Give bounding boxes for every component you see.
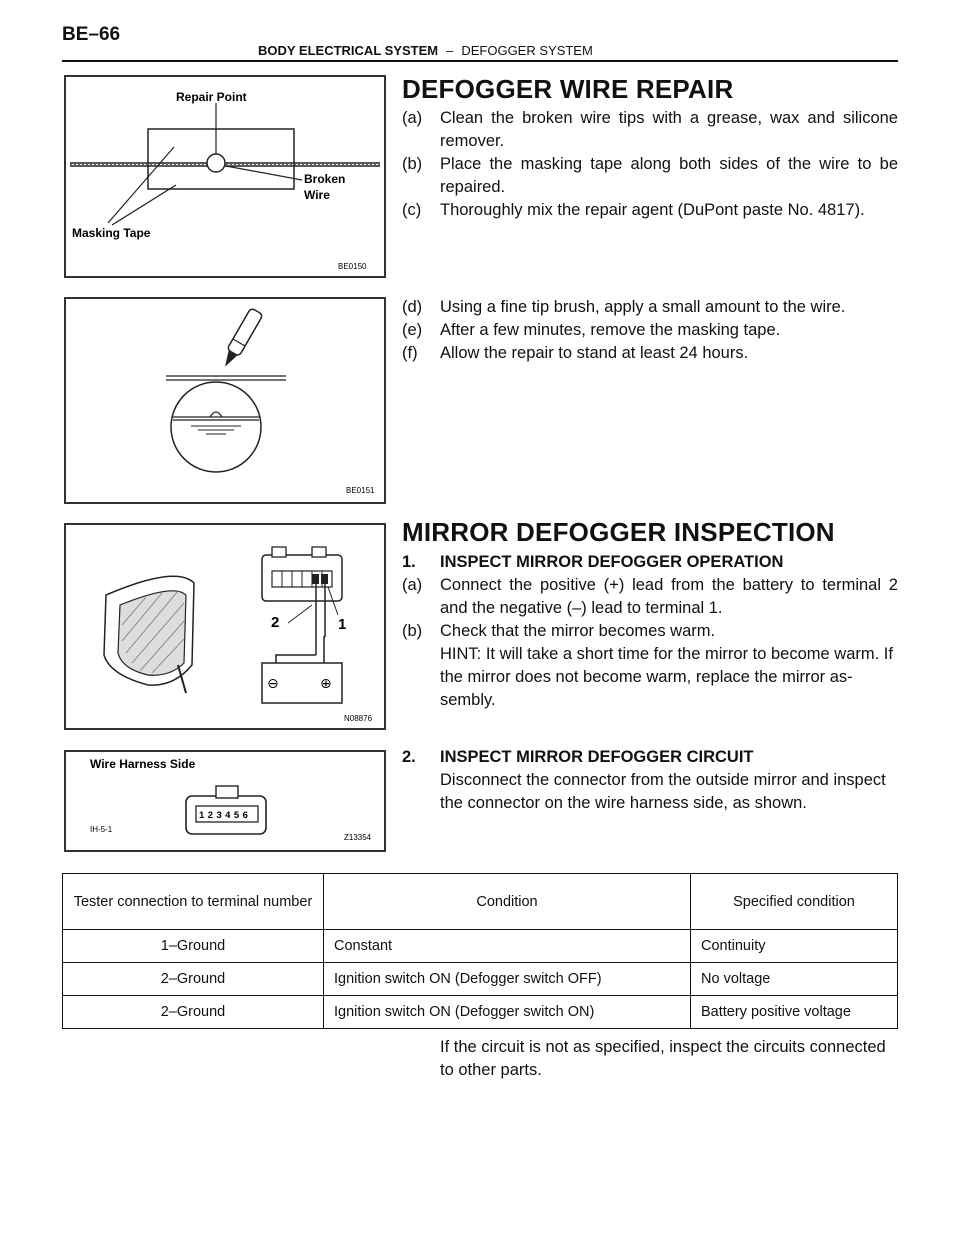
cell-terminal: 2–Ground: [63, 963, 324, 996]
table-row: [63, 930, 898, 963]
repair-step-c: [402, 199, 898, 222]
terminal-1-label: 1: [338, 616, 347, 633]
label-broken: Broken: [304, 172, 346, 186]
repair-step-b: [402, 153, 898, 199]
brush-illustration: [66, 299, 384, 502]
figure-code: BE0151: [346, 486, 375, 495]
repair-point-illustration: [66, 77, 384, 276]
col-header-specified-condition: Specified condition: [691, 874, 898, 930]
figure-ref: IH-5-1: [90, 825, 113, 834]
figure-repair-point: [64, 75, 386, 278]
step-text: Clean the broken wire tips with a grease, wax and silicone remover.: [440, 109, 898, 150]
col-header-tester-connection: Tester connection to terminal number: [63, 874, 324, 930]
header-subsection: DEFOGGER SYSTEM: [461, 43, 593, 58]
step-label: (b): [402, 622, 423, 640]
table-header-row: [63, 874, 898, 930]
step-number: 2.: [402, 748, 416, 766]
cell-condition: Ignition switch ON (Defogger switch ON): [324, 996, 691, 1029]
step-text: Connect the positive (+) lead from the battery to terminal 2 and the negative (–) lead to terminal 1.: [440, 576, 898, 617]
figure-wire-harness-connector: [64, 750, 386, 852]
step-label: (a): [402, 576, 423, 594]
step-text: Allow the repair to stand at least 24 hours.: [440, 344, 749, 362]
repair-step-f: [402, 342, 898, 365]
cell-condition: Ignition switch ON (Defogger switch OFF): [324, 963, 691, 996]
mirror-illustration: [66, 525, 384, 728]
step-text: Thoroughly mix the repair agent (DuPont paste No. 4817).: [440, 201, 865, 219]
terminal-2-label: 2: [271, 614, 280, 631]
step-text: Check that the mirror becomes warm.: [440, 622, 716, 640]
step-number: 1.: [402, 553, 416, 571]
cell-specified: Battery positive voltage: [691, 996, 898, 1029]
running-header: [258, 43, 593, 58]
table-row: [63, 996, 898, 1029]
header-separator: –: [446, 43, 454, 58]
header-section: BODY ELECTRICAL SYSTEM: [258, 43, 439, 58]
cell-specified: No voltage: [691, 963, 898, 996]
cell-terminal: 2–Ground: [63, 996, 324, 1029]
figure-code: BE0150: [338, 262, 367, 271]
step-heading: INSPECT MIRROR DEFOGGER OPERATION: [440, 553, 784, 571]
step-text: Using a fine tip brush, apply a small amount to the wire.: [440, 298, 846, 316]
repair-step-a: [402, 107, 898, 153]
step-label: (d): [402, 298, 423, 316]
hint-text: HINT: It will take a short time for the mirror to become warm. If the mirror does not become warm, replace the mirror as- sembly.: [440, 645, 893, 709]
section-title-wire-repair: DEFOGGER WIRE REPAIR: [402, 74, 734, 104]
figure-code: Z13354: [344, 833, 372, 842]
inspection-step-2: [402, 746, 898, 769]
step-text: Place the masking tape along both sides of the wire to be repaired.: [440, 155, 898, 196]
connector-pin-numbers: 1 2 3 4 5 6: [199, 810, 249, 821]
step-text: After a few minutes, remove the masking tape.: [440, 321, 781, 339]
specification-table: [62, 873, 898, 1029]
table-row: [63, 963, 898, 996]
section-title-inspection: MIRROR DEFOGGER INSPECTION: [402, 517, 835, 547]
figure-brush-application: [64, 297, 386, 504]
label-wire: Wire: [304, 188, 330, 202]
battery-positive-symbol: ⊕: [320, 676, 332, 692]
repair-step-e: [402, 319, 898, 342]
cell-terminal: 1–Ground: [63, 930, 324, 963]
inspection-step-2-text: Disconnect the connector from the outside mirror and inspect the connector on the wire harness side, as shown.: [440, 771, 886, 812]
inspection-step-b: [402, 620, 898, 643]
step-heading: INSPECT MIRROR DEFOGGER CIRCUIT: [440, 748, 754, 766]
col-header-condition: Condition: [324, 874, 691, 930]
figure-mirror-operation: [64, 523, 386, 730]
step-label: (b): [402, 155, 423, 173]
repair-step-d: [402, 296, 898, 319]
cell-condition: Constant: [324, 930, 691, 963]
header-rule: [62, 60, 898, 62]
label-masking-tape: Masking Tape: [72, 226, 151, 240]
page-number: BE–66: [62, 24, 121, 45]
closing-text: If the circuit is not as specified, inspect the circuits connected to other parts.: [440, 1038, 886, 1079]
label-repair-point: Repair Point: [176, 90, 247, 104]
step-label: (a): [402, 109, 423, 127]
step-label: (f): [402, 344, 418, 362]
connector-illustration: [66, 752, 384, 850]
cell-specified: Continuity: [691, 930, 898, 963]
figure-code: N08876: [344, 714, 373, 723]
step-label: (e): [402, 321, 423, 339]
inspection-step-a: [402, 574, 898, 620]
step-label: (c): [402, 201, 422, 219]
inspection-step-1: [402, 551, 898, 574]
battery-negative-symbol: ⊖: [267, 676, 279, 692]
label-wire-harness-side: Wire Harness Side: [90, 757, 196, 771]
